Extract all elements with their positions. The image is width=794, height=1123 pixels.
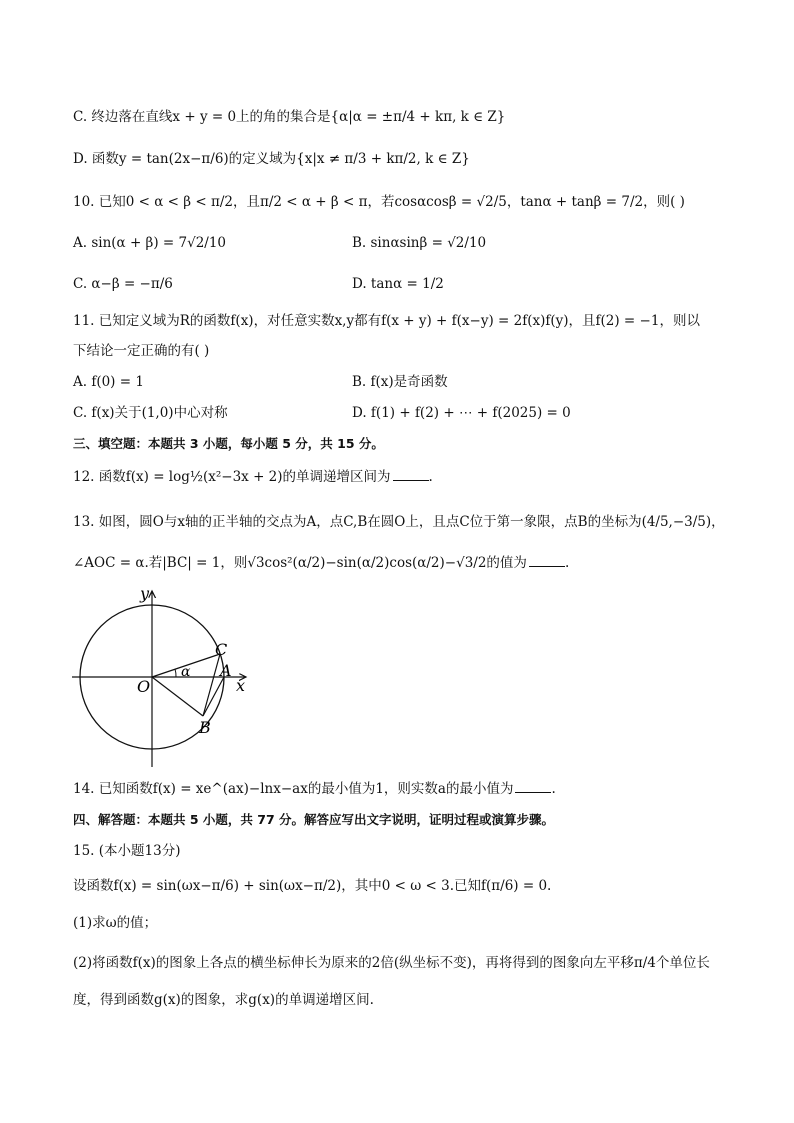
label-a: A [220, 661, 232, 680]
option-10d: D. tanα = 1/2 [352, 276, 444, 292]
option-11b: B. f(x)是奇函数 [352, 374, 448, 390]
question-15-part2-line2: 度，得到函数g(x)的图象，求g(x)的单调递增区间. [73, 992, 374, 1008]
option-10a: A. sin(α + β) = 7√2/10 [73, 235, 227, 251]
question-13-text: ∠AOC = α.若|BC| = 1，则√3cos²(α/2)−sin(α/2)cos(α/2)−√3/2的值为 [73, 555, 527, 571]
option-10b: B. sinαsinβ = √2/10 [352, 235, 487, 251]
question-12-text: 12. 函数f(x) = log½(x²−3x + 2)的单调递增区间为 [73, 469, 391, 485]
option-10c: C. α−β = −π/6 [73, 276, 173, 292]
answer-blank [529, 554, 565, 567]
unit-circle-figure [70, 583, 260, 773]
option-11a: A. f(0) = 1 [73, 374, 144, 390]
question-11-line1: 11. 已知定义域为R的函数f(x)，对任意实数x,y都有f(x + y) + f(x−y) = 2f(x)f(y)，且f(2) = −1，则以 [73, 313, 700, 329]
question-12: 12. 函数f(x) = log½(x²−3x + 2)的单调递增区间为 . [73, 469, 433, 485]
question-10: 10. 已知0 < α < β < π/2，且π/2 < α + β < π，若cosαcosβ = √2/5，tanα + tanβ = 7/2，则( ) [73, 194, 685, 210]
section-4-heading: 四、解答题：本题共 5 小题，共 77 分。解答应写出文字说明，证明过程或演算步骤。 [73, 812, 555, 827]
question-15-title: 15. (本小题13分) [73, 843, 181, 859]
label-alpha: α [181, 664, 191, 680]
answer-blank [515, 780, 551, 793]
option-9c: C. 终边落在直线x + y = 0上的角的集合是{α|α = ±π/4 + kπ, k ∈ Z} [73, 109, 506, 125]
segment-ob [152, 677, 203, 716]
angle-arc [175, 669, 176, 677]
label-b: B [199, 718, 211, 737]
question-15-stem: 设函数f(x) = sin(ωx−π/6) + sin(ωx−π/2)，其中0 < ω < 3.已知f(π/6) = 0. [73, 878, 552, 894]
label-y: y [140, 584, 150, 603]
question-15-part1: (1)求ω的值； [73, 915, 158, 931]
option-11c: C. f(x)关于(1,0)中心对称 [73, 405, 228, 421]
label-c: C [215, 640, 228, 659]
question-11-line2: 下结论一定正确的有( ) [73, 343, 210, 359]
question-14: 14. 已知函数f(x) = xe^(ax)−lnx−ax的最小值为1，则实数a的最小值为 . [73, 781, 556, 797]
section-3-heading: 三、填空题：本题共 3 小题，每小题 5 分，共 15 分。 [73, 436, 384, 451]
question-13-line2: ∠AOC = α.若|BC| = 1，则√3cos²(α/2)−sin(α/2)cos(α/2)−√3/2的值为 . [73, 555, 570, 571]
question-14-text: 14. 已知函数f(x) = xe^(ax)−lnx−ax的最小值为1，则实数a的最小值为 [73, 781, 514, 797]
answer-blank [393, 468, 429, 481]
label-o: O [137, 677, 151, 696]
option-9d: D. 函数y = tan(2x−π/6)的定义域为{x|x ≠ π/3 + kπ/2, k ∈ Z} [73, 151, 470, 167]
label-x: x [236, 676, 246, 695]
question-13-line1: 13. 如图，圆O与x轴的正半轴的交点为A，点C,B在圆O上，且点C位于第一象限，点B的坐标为(4/5,−3/5)， [73, 514, 725, 530]
option-11d: D. f(1) + f(2) + ⋯ + f(2025) = 0 [352, 405, 571, 421]
question-15-part2-line1: (2)将函数f(x)的图象上各点的横坐标伸长为原来的2倍(纵坐标不变)，再将得到的图象向左平移π/4个单位长 [73, 955, 710, 971]
